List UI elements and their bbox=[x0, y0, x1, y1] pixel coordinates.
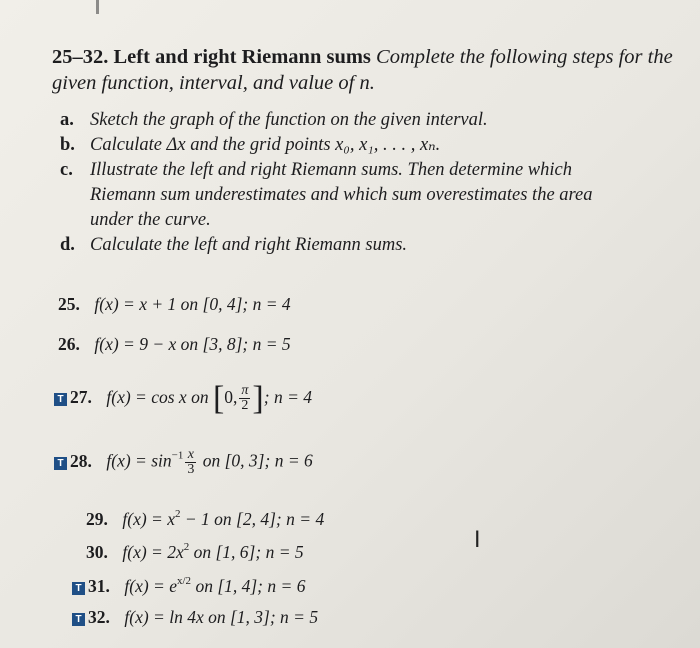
fraction bbox=[239, 384, 250, 413]
exercise-heading bbox=[52, 44, 682, 96]
technology-icon: T bbox=[54, 393, 67, 406]
step-letter: d. bbox=[60, 235, 75, 255]
problem-expression: f(x) = 9 − x on [3, 8]; n = 5 bbox=[94, 334, 291, 354]
problem-number: 28. bbox=[70, 450, 92, 471]
step-c-continued: under the curve. bbox=[90, 210, 211, 230]
problem-number: 26. bbox=[58, 334, 80, 354]
superscript: 2 bbox=[175, 508, 181, 520]
step-text: Illustrate the left and right Riemann sums. Then determine which bbox=[90, 160, 572, 180]
step-letter: c. bbox=[60, 160, 73, 180]
step-text: Calculate the left and right Riemann sums. bbox=[90, 235, 408, 255]
problem-29 bbox=[86, 508, 324, 530]
problem-26 bbox=[58, 334, 291, 355]
exercise-range: 25–32. bbox=[52, 46, 109, 68]
problem-number: 32. bbox=[88, 607, 110, 627]
fraction bbox=[185, 448, 196, 477]
problem-25 bbox=[58, 294, 291, 315]
problem-30 bbox=[86, 541, 304, 563]
problem-expression: f(x) = x + 1 on [0, 4]; n = 4 bbox=[94, 294, 291, 314]
fraction-denominator: 3 bbox=[187, 462, 195, 477]
technology-icon: T bbox=[72, 582, 85, 595]
problem-expression: f(x) = e bbox=[124, 576, 177, 596]
problem-number: 29. bbox=[86, 509, 108, 529]
step-text: Calculate Δx and the grid points x₀, x₁, . . . , xₙ. bbox=[90, 135, 441, 155]
problem-28 bbox=[54, 448, 313, 477]
exercise-n: n. bbox=[359, 72, 375, 94]
technology-icon: T bbox=[72, 613, 85, 626]
superscript: −1 bbox=[171, 449, 184, 462]
problem-31 bbox=[72, 575, 305, 597]
problem-number: 31. bbox=[88, 576, 110, 596]
problem-number: 25. bbox=[58, 294, 80, 314]
technology-icon: T bbox=[54, 457, 67, 470]
problem-32 bbox=[72, 607, 318, 628]
problem-27 bbox=[54, 380, 312, 418]
fraction-denominator: 2 bbox=[241, 398, 249, 414]
page-edge-rule bbox=[96, 0, 99, 14]
step-text: Sketch the graph of the function on the given interval. bbox=[90, 110, 488, 130]
left-bracket-icon: [ bbox=[212, 380, 225, 417]
problem-expression: f(x) = x bbox=[122, 509, 175, 529]
problem-tail: on [1, 4]; n = 6 bbox=[191, 576, 306, 596]
fraction-numerator: π bbox=[241, 383, 249, 399]
step-letter: a. bbox=[60, 110, 74, 130]
step-list bbox=[60, 108, 680, 258]
right-bracket-icon: ] bbox=[252, 380, 264, 417]
text-cursor-icon: I bbox=[474, 528, 481, 553]
interval-left: 0, bbox=[224, 387, 238, 407]
problem-tail: ; n = 4 bbox=[263, 387, 313, 407]
problem-expression: f(x) = sin bbox=[106, 450, 172, 471]
step-c-continued: Riemann sum underestimates and which sum overestimates the area bbox=[90, 185, 593, 205]
superscript: 2 bbox=[183, 541, 190, 553]
problem-number: 27. bbox=[70, 387, 92, 407]
problem-expression: f(x) = cos x on bbox=[106, 387, 209, 407]
problem-expression: f(x) = 2x bbox=[122, 542, 184, 562]
step-a bbox=[60, 108, 680, 133]
fraction-numerator: x bbox=[185, 448, 196, 463]
step-d bbox=[60, 233, 680, 258]
exercise-title: Left and right Riemann sums bbox=[113, 46, 371, 68]
superscript: x/2 bbox=[177, 575, 192, 587]
problem-tail: on [1, 6]; n = 5 bbox=[189, 542, 304, 562]
step-letter: b. bbox=[60, 135, 75, 155]
problem-expression: f(x) = ln 4x on [1, 3]; n = 5 bbox=[124, 607, 319, 627]
step-c bbox=[60, 158, 680, 183]
problem-number: 30. bbox=[86, 542, 108, 562]
problem-tail: − 1 on [2, 4]; n = 4 bbox=[180, 509, 325, 529]
exercise-description: Complete the following steps for the given function, interval, and value of bbox=[52, 46, 673, 94]
step-b bbox=[60, 133, 680, 158]
problem-tail: on [0, 3]; n = 6 bbox=[202, 450, 313, 471]
